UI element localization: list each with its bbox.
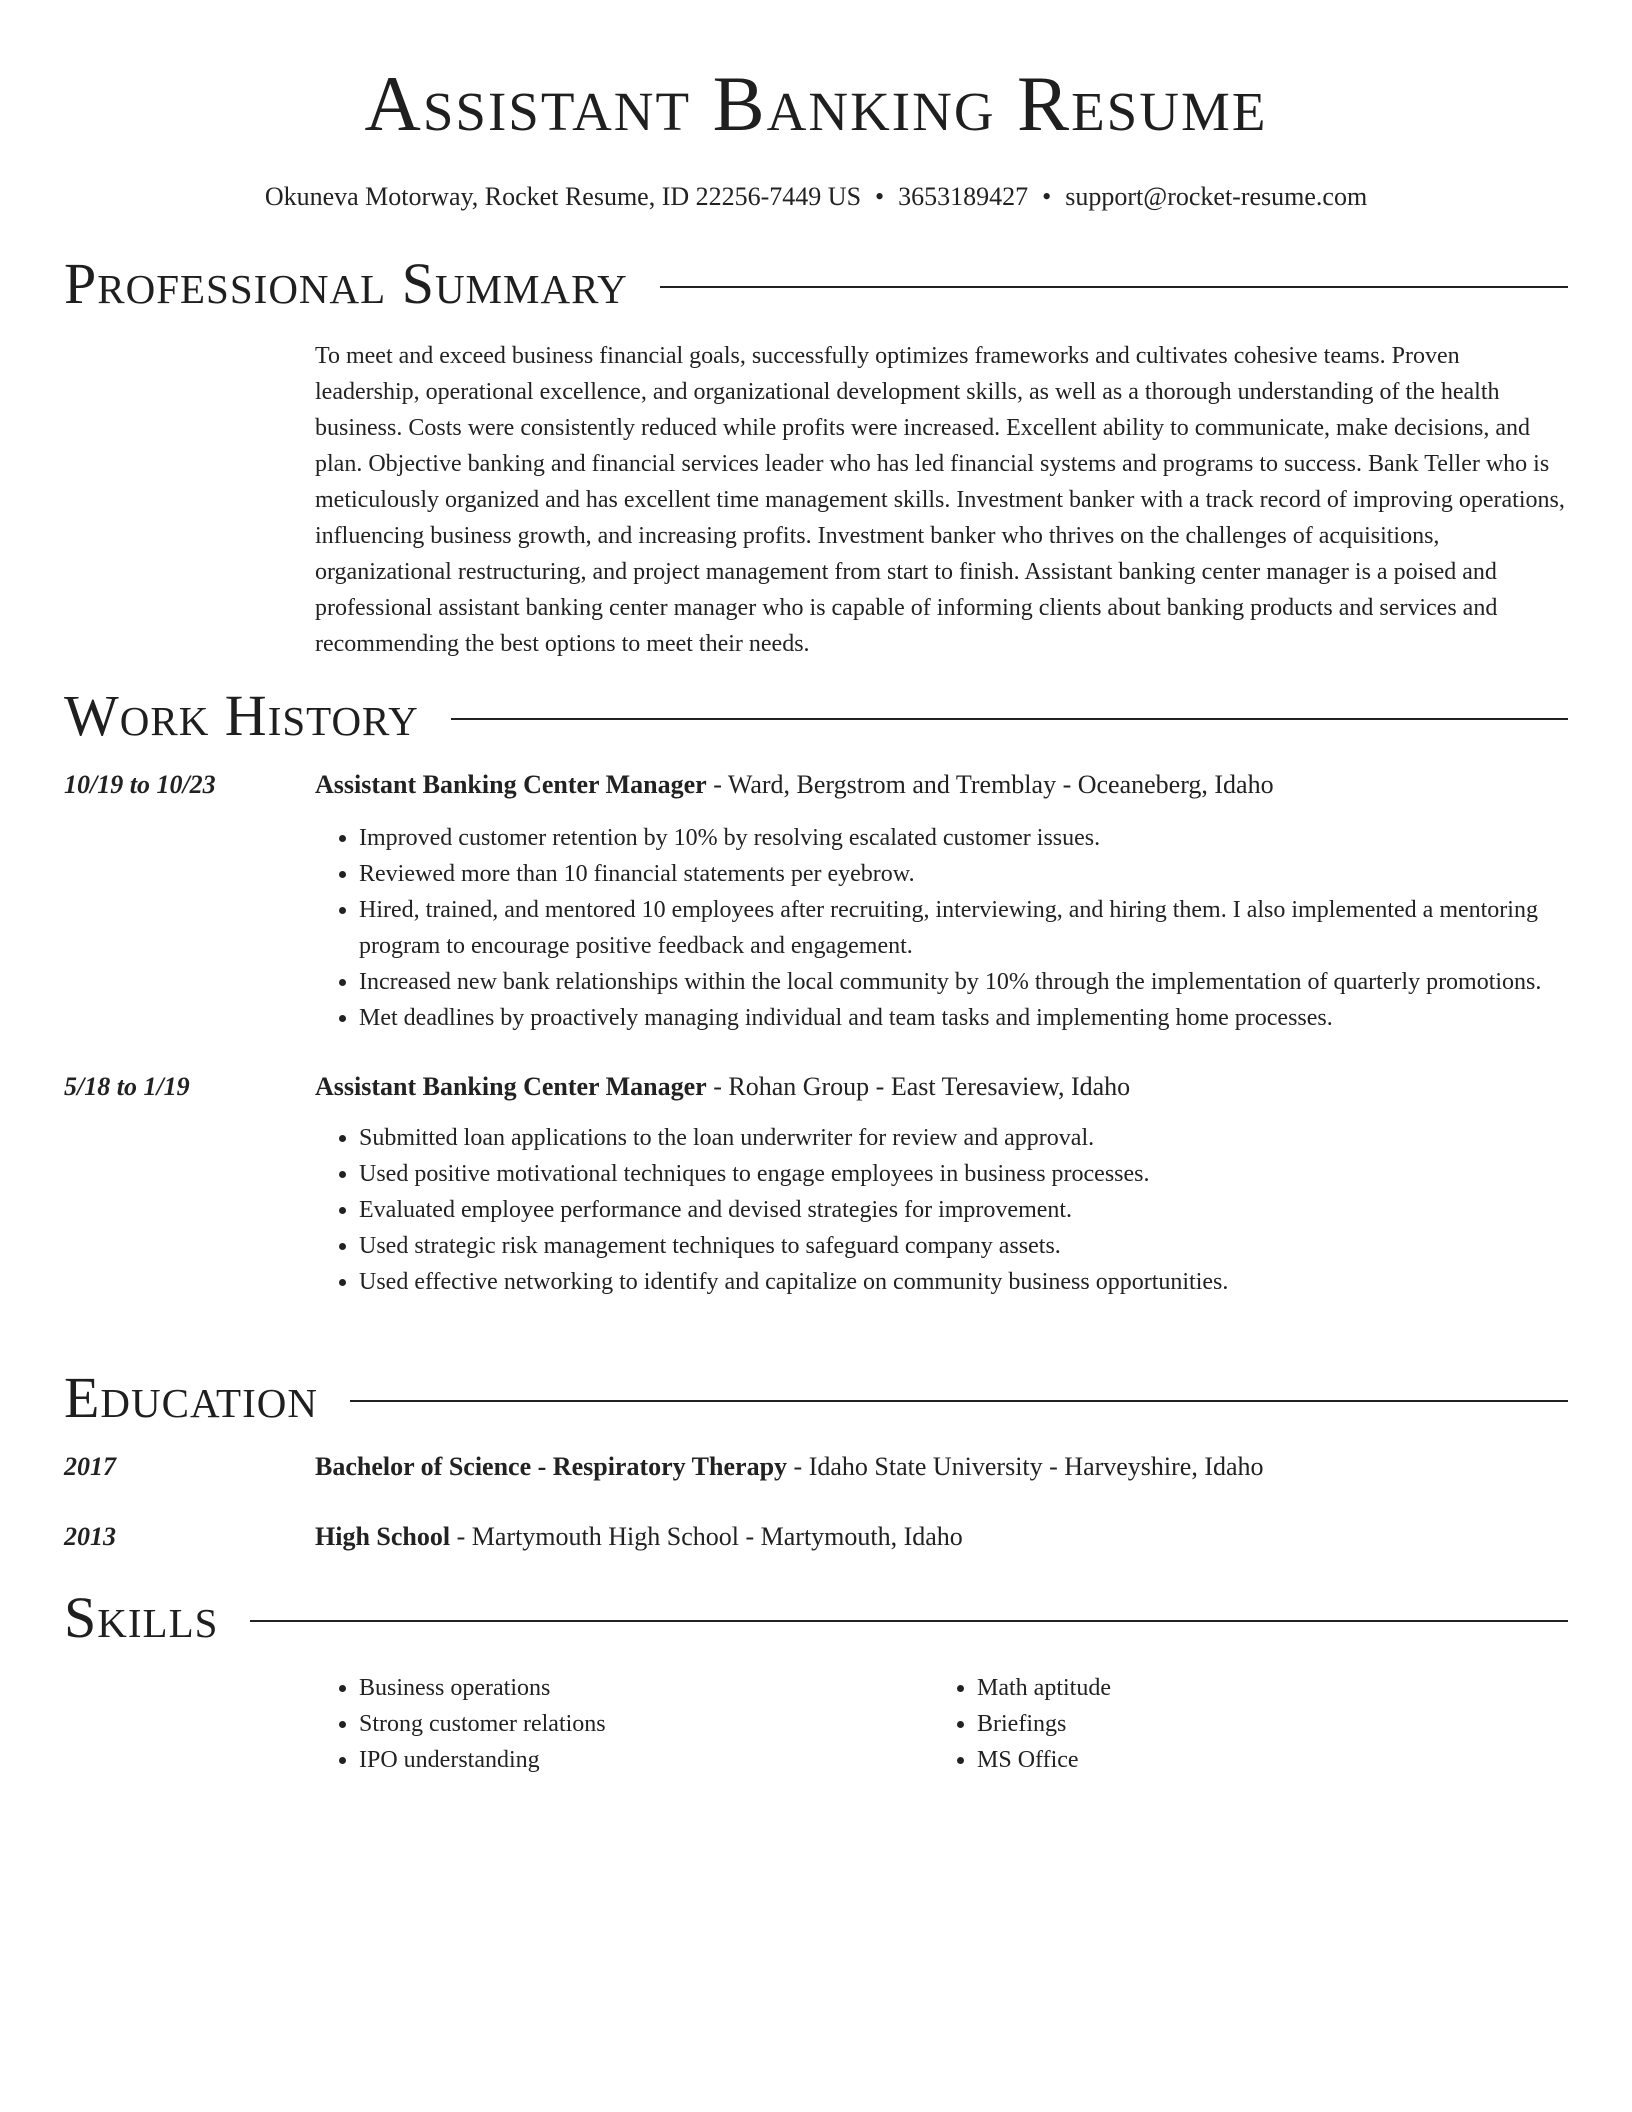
job-date: 5/18 to 1/19 — [64, 1072, 190, 1101]
list-item: • Used effective networking to identify and capitalize on community business opportunities. — [359, 1264, 1568, 1300]
list-item: • Improved customer retention by 10% by resolving escalated customer issues. — [359, 820, 1568, 856]
education-heading — [64, 1366, 1568, 1430]
job-bullets — [315, 1120, 1568, 1300]
skills-section — [64, 1586, 1568, 1778]
section-divider — [451, 718, 1568, 720]
list-item: • Met deadlines by proactively managing individual and team tasks and implementing home processes. — [359, 1000, 1568, 1036]
skills-column-left — [315, 1670, 933, 1778]
job-title-line — [315, 1070, 1568, 1104]
summary-text: To meet and exceed business financial goals, successfully optimizes frameworks and cultivates cohesive teams. Proven leadership, operational excellence, and organizational development skills, as well as a thorough understanding of the health business. Costs were consistently reduced while profits were increased. Excellent ability to communicate, make decisions, and plan. Objective banking and financial services leader who has led financial systems and programs to success. Bank Teller who is meticulously organized and has excellent time management skills. Investment banker with a track record of improving operations, influencing business growth, and increasing profits. Investment banker who thrives on the challenges of acquisitions, organizational restructuring, and project management from start to finish. Assistant banking center manager is a poised and professional assistant banking center manager who is capable of informing clients about banking products and services and recommending the best options to meet their needs. — [315, 343, 1565, 657]
education-line — [315, 1520, 1568, 1554]
summary-section — [64, 252, 1568, 662]
education-details: - Idaho State University - Harveyshire, Idaho — [787, 1452, 1264, 1481]
contact-address: Okuneva Motorway, Rocket Resume, ID 22256-7449 US — [264, 182, 862, 211]
education-date: 2017 — [64, 1452, 116, 1481]
education-entry — [64, 1520, 1568, 1554]
job-role: Assistant Banking Center Manager — [315, 1072, 707, 1101]
section-divider — [250, 1620, 1568, 1622]
job-entry — [64, 768, 1568, 1036]
job-role: Assistant Banking Center Manager — [315, 770, 707, 799]
section-divider — [350, 1400, 1568, 1402]
work-history-heading — [64, 684, 1568, 748]
list-item: • Increased new bank relationships within the local community by 10% through the implementation of quarterly promotions. — [359, 964, 1568, 1000]
contact-email: support@rocket-resume.com — [1065, 182, 1368, 211]
skill-item: • Strong customer relations — [359, 1706, 933, 1742]
list-item: • Used positive motivational techniques to engage employees in business processes. — [359, 1156, 1568, 1192]
job-entry — [64, 1070, 1568, 1300]
contact-separator: • — [1042, 182, 1052, 211]
skill-item: • Briefings — [977, 1706, 1551, 1742]
skill-item: • IPO understanding — [359, 1742, 933, 1778]
education-degree: High School — [315, 1522, 451, 1551]
list-item: • Used strategic risk management techniques to safeguard company assets. — [359, 1228, 1568, 1264]
section-title: Skills — [64, 1585, 219, 1650]
list-item: • Reviewed more than 10 financial statements per eyebrow. — [359, 856, 1568, 892]
skills-list — [315, 1670, 1568, 1778]
skill-item: • Business operations — [359, 1670, 933, 1706]
list-item: • Hired, trained, and mentored 10 employees after recruiting, interviewing, and hiring them. I also implemented a mentoring program to encourage positive feedback and engagement. — [359, 892, 1568, 964]
work-history-section — [64, 684, 1568, 1300]
resume-title: Assistant Banking Resume — [364, 60, 1268, 147]
section-title: Work History — [64, 683, 419, 748]
job-title-line — [315, 768, 1568, 802]
skill-item: • MS Office — [977, 1742, 1551, 1778]
education-date: 2013 — [64, 1522, 116, 1551]
contact-separator: • — [875, 182, 885, 211]
education-section — [64, 1366, 1568, 1554]
job-details: - Ward, Bergstrom and Tremblay - Oceaneberg, Idaho — [706, 770, 1274, 799]
contact-line — [0, 180, 1632, 214]
skills-heading — [64, 1586, 1568, 1650]
summary-heading — [64, 252, 1568, 316]
job-bullets — [315, 820, 1568, 1036]
education-details: - Martymouth High School - Martymouth, Idaho — [450, 1522, 963, 1551]
section-title: Professional Summary — [64, 251, 628, 316]
job-date: 10/19 to 10/23 — [64, 770, 216, 799]
education-entry — [64, 1450, 1568, 1484]
section-divider — [660, 286, 1568, 288]
list-item: • Submitted loan applications to the loan underwriter for review and approval. — [359, 1120, 1568, 1156]
resume-header — [0, 0, 1632, 214]
section-title: Education — [64, 1365, 318, 1430]
list-item: • Evaluated employee performance and devised strategies for improvement. — [359, 1192, 1568, 1228]
skills-column-right — [933, 1670, 1551, 1778]
skill-item: • Math aptitude — [977, 1670, 1551, 1706]
education-line — [315, 1450, 1568, 1484]
education-degree: Bachelor of Science - Respiratory Therapy — [315, 1452, 788, 1481]
contact-phone: 3653189427 — [898, 182, 1029, 211]
job-details: - Rohan Group - East Teresaview, Idaho — [706, 1072, 1131, 1101]
